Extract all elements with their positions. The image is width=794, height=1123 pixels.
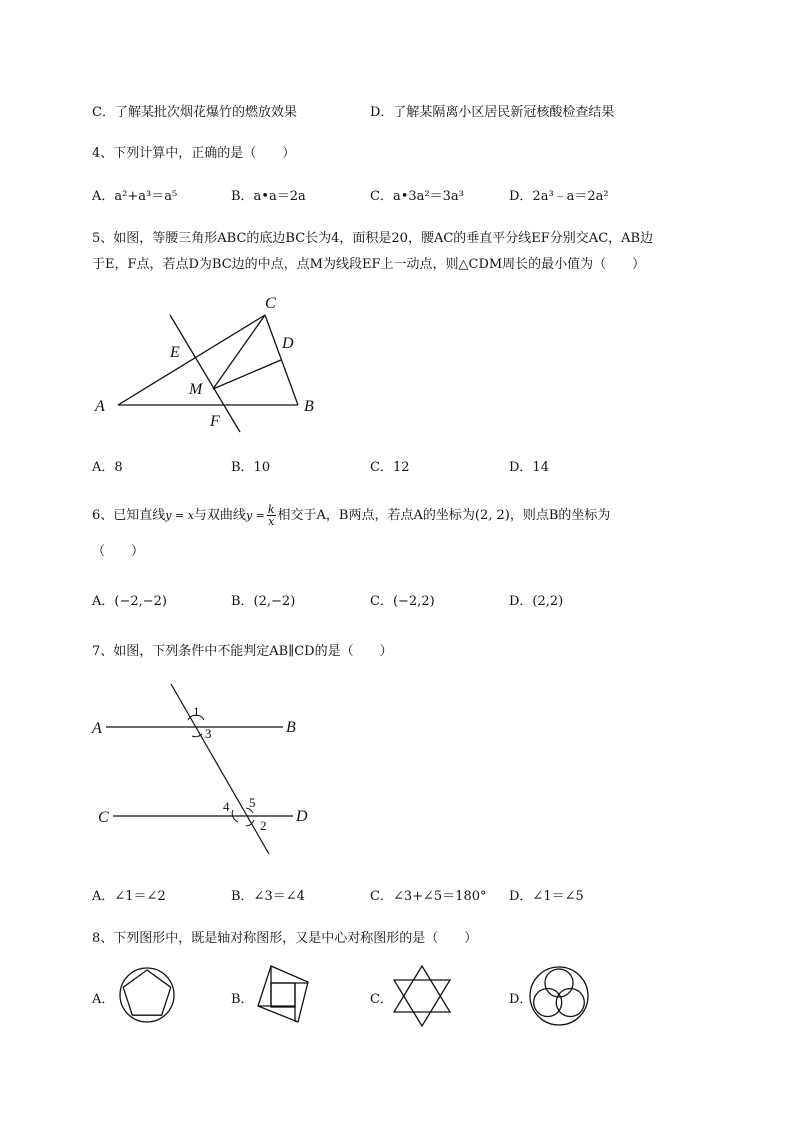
q6-stem-part-a: 6、已知直线 bbox=[92, 508, 166, 523]
q7-parallel-lines-figure bbox=[88, 680, 328, 860]
q7-angle-4: 4 bbox=[223, 799, 230, 814]
q8-option-d-trefoil-circle bbox=[528, 964, 594, 1028]
q7-option-d: D．∠1＝∠5 bbox=[509, 889, 584, 904]
q6-option-b: B．(2,−2) bbox=[231, 594, 296, 609]
q7-option-c: C．∠3+∠5＝180° bbox=[370, 889, 487, 904]
q4-option-d: D．2a³﹣a＝2a² bbox=[509, 189, 609, 204]
q6-answer-paren: （ ） bbox=[92, 544, 145, 559]
q8-option-a-label: A． bbox=[92, 992, 115, 1007]
q8-option-c-hexagram bbox=[390, 964, 460, 1028]
q7-label-b: B bbox=[286, 719, 296, 736]
q7-label-a: A bbox=[92, 720, 102, 737]
q5-triangle-figure bbox=[90, 290, 340, 440]
q5-label-m: M bbox=[189, 381, 203, 398]
q4-stem: 4、下列计算中，正确的是（ ） bbox=[92, 146, 296, 161]
q5-label-b: B bbox=[304, 398, 314, 415]
q4-option-c: C．a•3a²＝3a³ bbox=[370, 189, 464, 204]
q8-option-c-label: C． bbox=[370, 992, 393, 1007]
q5-stem-line1: 5、如图，等腰三角形ABC的底边BC长为4，面积是20，腰AC的垂直平分线EF分别交AC，AB边 bbox=[92, 231, 654, 246]
q7-angle-3: 3 bbox=[205, 726, 212, 741]
q3-option-d: D．了解某隔离小区居民新冠核酸检查结果 bbox=[370, 105, 615, 120]
q7-angle-5: 5 bbox=[249, 795, 256, 810]
q6-option-a: A．(−2,−2) bbox=[92, 594, 167, 609]
q8-option-b-square-figure bbox=[250, 962, 325, 1028]
q7-label-c: C bbox=[98, 809, 109, 826]
q5-option-d: D．14 bbox=[509, 460, 549, 475]
q6-option-d: D．(2,2) bbox=[509, 594, 564, 609]
q5-label-a: A bbox=[95, 398, 105, 415]
q3-option-c: C．了解某批次烟花爆竹的燃放效果 bbox=[92, 105, 297, 120]
q5-stem-line2: 于E，F点，若点D为BC边的中点，点M为线段EF上一动点，则△CDM周长的最小值为（ ） bbox=[92, 257, 646, 272]
q6-stem-part-c: 相交于A，B两点，若点A的坐标为(2, 2)，则点B的坐标为 bbox=[277, 508, 611, 523]
q6-option-c: C．(−2,2) bbox=[370, 594, 435, 609]
q5-option-c: C．12 bbox=[370, 460, 410, 475]
q6-hyperbola-lhs: y = bbox=[245, 509, 265, 522]
q8-option-b-label: B． bbox=[231, 992, 254, 1007]
q7-option-a: A．∠1＝∠2 bbox=[92, 889, 166, 904]
q6-fraction-numerator: k bbox=[267, 503, 275, 516]
q7-label-d: D bbox=[296, 808, 308, 825]
q8-option-d-label: D． bbox=[509, 992, 533, 1007]
q4-option-a: A．a²+a³＝a⁵ bbox=[92, 189, 178, 204]
q4-option-b: B．a•a＝2a bbox=[231, 189, 306, 204]
q6-hyperbola-fraction bbox=[267, 504, 276, 527]
q7-option-b: B．∠3＝∠4 bbox=[231, 889, 305, 904]
q5-label-f: F bbox=[210, 413, 220, 430]
q8-stem: 8、下列图形中，既是轴对称图形，又是中心对称图形的是（ ） bbox=[92, 931, 478, 946]
q7-stem: 7、如图，下列条件中不能判定AB∥CD的是（ ） bbox=[92, 644, 393, 659]
q5-option-b: B．10 bbox=[231, 460, 271, 475]
q6-fraction-denominator: x bbox=[268, 515, 275, 528]
q7-angle-2: 2 bbox=[260, 818, 267, 833]
q6-stem-part-b: 与双曲线 bbox=[193, 508, 246, 523]
q6-line-equation: y = x bbox=[165, 509, 194, 522]
q8-option-a-pentagon-in-circle bbox=[114, 966, 184, 1026]
q6-stem bbox=[92, 504, 610, 527]
q5-label-c: C bbox=[265, 295, 276, 312]
q5-label-e: E bbox=[170, 344, 180, 361]
q5-option-a: A．8 bbox=[92, 460, 123, 475]
q7-angle-1: 1 bbox=[193, 704, 200, 719]
q5-label-d: D bbox=[282, 335, 294, 352]
